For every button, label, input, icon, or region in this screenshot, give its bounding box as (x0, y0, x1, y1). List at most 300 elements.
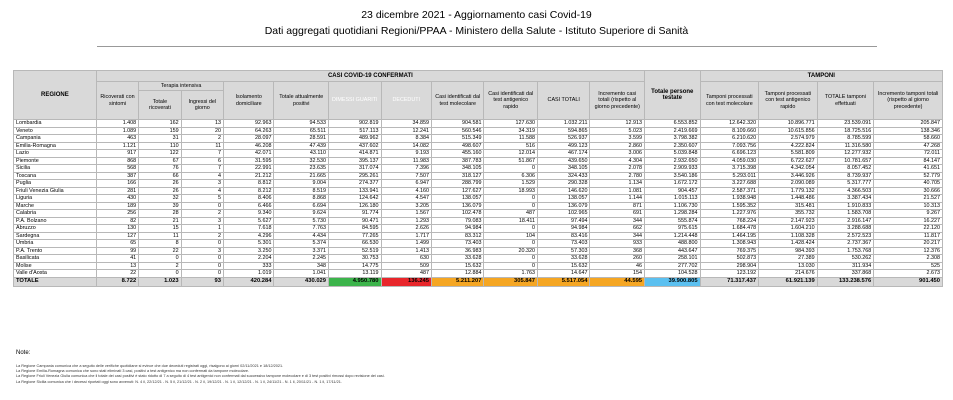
region-name-cell: Lombardia (14, 120, 97, 128)
data-cell: 9.193 (381, 150, 431, 158)
data-cell: 430 (96, 195, 138, 203)
data-cell: 1.583.708 (817, 210, 874, 218)
data-cell: 4.059.030 (700, 157, 759, 165)
data-cell: 2.147.923 (759, 217, 818, 225)
data-cell: 30.753 (329, 255, 382, 263)
data-cell: 387.783 (431, 157, 484, 165)
data-cell: 530.262 (817, 255, 874, 263)
data-cell: 274.377 (329, 180, 382, 188)
data-cell: 31.595 (224, 157, 274, 165)
data-cell: 10.313 (874, 202, 943, 210)
data-cell: 127.630 (484, 120, 538, 128)
data-cell: 4.304 (590, 157, 645, 165)
data-cell: 47.439 (274, 142, 329, 150)
data-cell: 769.375 (700, 247, 759, 255)
data-cell: 7.507 (381, 172, 431, 180)
header-casi-totali: CASI TOTALI (537, 82, 590, 120)
data-cell: 92.963 (224, 120, 274, 128)
header-persone-testate: Totale persone testate (645, 71, 701, 120)
table-row (14, 240, 943, 248)
data-cell: 8.406 (224, 195, 274, 203)
data-cell: 5.317.777 (817, 180, 874, 188)
totals-cell: 305.847 (484, 277, 538, 286)
data-cell: 1.604.210 (759, 225, 818, 233)
data-cell: 10.615.856 (759, 127, 818, 135)
data-cell: 568 (96, 165, 138, 173)
data-cell: 6.722.627 (759, 157, 818, 165)
header-dimessi: DIMESSI GUARITI (329, 82, 382, 120)
data-cell: 0 (484, 262, 538, 270)
data-cell: 1.595.352 (700, 202, 759, 210)
data-cell: 14.775 (329, 262, 382, 270)
data-cell: 30.666 (874, 187, 943, 195)
region-name-cell: Puglia (14, 180, 97, 188)
data-cell: 290.328 (537, 180, 590, 188)
data-cell: 104.528 (645, 270, 701, 278)
data-cell: 58.660 (874, 135, 943, 143)
totals-cell: 39.900.805 (645, 277, 701, 286)
data-cell: 594.865 (537, 127, 590, 135)
data-cell: 0 (181, 202, 223, 210)
data-cell: 102.478 (431, 210, 484, 218)
data-cell: 318.127 (431, 172, 484, 180)
note-line: La Regione Sicilia comunica che i decessi riportati oggi sono avvenuti: N. 4 il, 22/12/21 - N. 5 il, 21/12/21 - N. 2 il, 19/12/21 - N. 1 il, 12/12/21 - N. 1 il, 24/11/21 - N. 1 il, 20/11/21 - N. 1 il, 17/11/21. (16, 379, 342, 384)
region-name-cell: P.A. Bolzano (14, 217, 97, 225)
data-cell: 5.730 (274, 217, 329, 225)
data-cell: 344 (590, 217, 645, 225)
data-cell: 3.227.688 (700, 180, 759, 188)
data-cell: 0 (181, 255, 223, 263)
data-cell: 368 (590, 247, 645, 255)
data-cell: 2.909.933 (645, 165, 701, 173)
data-cell: 2.204 (224, 255, 274, 263)
data-cell: 8 (139, 240, 181, 248)
data-cell: 8.868 (274, 195, 329, 203)
totals-cell: 5.517.054 (537, 277, 590, 286)
data-cell: 15 (139, 225, 181, 233)
data-cell: 662 (590, 225, 645, 233)
data-cell: 15.632 (431, 262, 484, 270)
table-row (14, 210, 943, 218)
data-cell: 3.540.186 (645, 172, 701, 180)
data-cell: 91.774 (329, 210, 382, 218)
data-cell: 324.433 (537, 172, 590, 180)
data-cell: 11.316.580 (817, 142, 874, 150)
header-molecolare: Casi identificati dal test molecolare (431, 82, 484, 120)
data-cell: 1.032.211 (537, 120, 590, 128)
data-cell: 8.109.660 (700, 127, 759, 135)
data-cell: 66 (139, 172, 181, 180)
data-cell: 3.205 (381, 202, 431, 210)
data-cell: 2.737.367 (817, 240, 874, 248)
table-row (14, 135, 943, 143)
table-row (14, 262, 943, 270)
data-cell: 20.320 (484, 247, 538, 255)
data-cell: 1.144 (590, 195, 645, 203)
region-name-cell: Piemonte (14, 157, 97, 165)
data-cell: 1.499 (381, 240, 431, 248)
note-line: La Regione Emilia-Romagna comunica che sono stati eliminati 3 casi, positivi a test antigenico ma non confermati da tampone molecolare. (16, 369, 249, 374)
data-cell: 1.717 (381, 232, 431, 240)
data-cell: 20 (181, 127, 223, 135)
table-row (14, 127, 943, 135)
table-row (14, 255, 943, 263)
data-cell: 6.696.123 (700, 150, 759, 158)
data-cell: 691 (590, 210, 645, 218)
data-cell: 110 (139, 142, 181, 150)
region-name-cell: Lazio (14, 150, 97, 158)
data-cell: 277.702 (645, 262, 701, 270)
totals-label-cell: TOTALE (14, 277, 97, 286)
data-cell: 21.527 (874, 195, 943, 203)
data-cell: 0 (484, 255, 538, 263)
region-name-cell: Emilia-Romagna (14, 142, 97, 150)
data-cell: 12.642.320 (700, 120, 759, 128)
data-cell: 4 (181, 172, 223, 180)
data-cell: 6.466 (224, 202, 274, 210)
data-cell: 130 (96, 225, 138, 233)
data-cell: 127.627 (431, 187, 484, 195)
data-cell: 515.349 (431, 135, 484, 143)
data-cell: 12.913 (590, 120, 645, 128)
data-cell: 1.041 (274, 270, 329, 278)
data-cell: 12.277.932 (817, 150, 874, 158)
data-cell: 11.588 (484, 135, 538, 143)
data-cell: 72.011 (874, 150, 943, 158)
region-name-cell: Basilicata (14, 255, 97, 263)
data-cell: 26 (139, 180, 181, 188)
data-cell: 73.403 (537, 240, 590, 248)
totals-cell: 44.595 (590, 277, 645, 286)
data-cell: 6.210.620 (700, 135, 759, 143)
data-cell: 4.434 (274, 232, 329, 240)
data-cell: 348 (274, 262, 329, 270)
data-cell: 509 (381, 262, 431, 270)
data-cell: 2.932.650 (645, 157, 701, 165)
data-cell: 82 (96, 217, 138, 225)
data-cell: 64.263 (224, 127, 274, 135)
data-cell: 84.595 (329, 225, 382, 233)
data-cell: 516 (484, 142, 538, 150)
data-cell: 288.799 (431, 180, 484, 188)
data-cell: 73.403 (431, 240, 484, 248)
data-cell: 32.530 (274, 157, 329, 165)
data-cell: 348.105 (537, 165, 590, 173)
data-cell: 1.408 (96, 120, 138, 128)
data-cell: 90.471 (329, 217, 382, 225)
data-cell: 67 (139, 157, 181, 165)
data-cell: 917 (96, 150, 138, 158)
data-cell: 14.082 (381, 142, 431, 150)
data-cell: 768.224 (700, 217, 759, 225)
data-cell: 2 (181, 232, 223, 240)
data-cell: 3.599 (590, 135, 645, 143)
data-cell: 66.530 (329, 240, 382, 248)
data-cell: 1.134 (590, 180, 645, 188)
data-cell: 281 (96, 187, 138, 195)
data-cell: 0 (139, 270, 181, 278)
data-cell: 6.947 (381, 180, 431, 188)
data-cell: 2.245 (274, 255, 329, 263)
data-cell: 0 (181, 262, 223, 270)
data-cell: 166 (96, 180, 138, 188)
data-cell: 127 (96, 232, 138, 240)
data-cell: 39 (139, 202, 181, 210)
data-cell: 1.293 (381, 217, 431, 225)
data-cell: 138.346 (874, 127, 943, 135)
region-name-cell: Molise (14, 262, 97, 270)
data-cell: 136.079 (537, 202, 590, 210)
data-cell: 260 (590, 255, 645, 263)
data-cell: 133.941 (329, 187, 382, 195)
data-cell: 21.212 (224, 172, 274, 180)
note-title: Note: (16, 350, 31, 356)
data-cell: 28.097 (224, 135, 274, 143)
data-cell: 7.763 (274, 225, 329, 233)
data-cell: 1.015.113 (645, 195, 701, 203)
data-cell: 83.416 (537, 232, 590, 240)
totals-cell: 901.450 (874, 277, 943, 286)
region-name-cell: Toscana (14, 172, 97, 180)
data-cell: 20.217 (874, 240, 943, 248)
header-tamp-incremento: Incremento tamponi totali (rispetto al giorno precedente) (874, 82, 943, 120)
data-cell: 871 (590, 202, 645, 210)
table-row (14, 165, 943, 173)
data-cell: 23.635 (274, 165, 329, 173)
data-cell: 439.650 (537, 157, 590, 165)
data-cell: 34.859 (381, 120, 431, 128)
data-cell: 984.393 (759, 247, 818, 255)
data-cell: 27.389 (759, 255, 818, 263)
header-tamp-totale: TOTALE tamponi effettuati (817, 82, 874, 120)
data-cell: 0 (484, 165, 538, 173)
data-cell: 31 (139, 135, 181, 143)
region-name-cell: Abruzzo (14, 225, 97, 233)
data-cell: 2.572.523 (817, 232, 874, 240)
data-cell: 1.448.486 (759, 195, 818, 203)
data-cell: 13 (181, 120, 223, 128)
data-cell: 1.684.478 (700, 225, 759, 233)
data-cell: 1.763 (484, 270, 538, 278)
data-cell: 387 (96, 172, 138, 180)
data-cell: 9.340 (224, 210, 274, 218)
data-cell: 6.306 (484, 172, 538, 180)
region-name-cell: Liguria (14, 195, 97, 203)
data-cell: 298.904 (700, 262, 759, 270)
data-cell: 2.780 (590, 172, 645, 180)
data-cell: 33.628 (537, 255, 590, 263)
data-cell: 21.665 (274, 172, 329, 180)
header-positivi: Totale attualmente positivi (274, 82, 329, 120)
data-cell: 21 (139, 217, 181, 225)
data-cell: 7.396 (381, 165, 431, 173)
table-row (14, 150, 943, 158)
region-name-cell: Calabria (14, 210, 97, 218)
data-cell: 1.308.943 (700, 240, 759, 248)
region-name-cell: Campania (14, 135, 97, 143)
totals-row (14, 277, 943, 286)
data-cell: 28 (139, 210, 181, 218)
data-cell: 79.083 (431, 217, 484, 225)
data-cell: 8.057.452 (817, 165, 874, 173)
region-name-cell: Friuli Venezia Giulia (14, 187, 97, 195)
data-cell: 5.039.848 (645, 150, 701, 158)
data-cell: 344 (590, 232, 645, 240)
data-cell: 868 (96, 157, 138, 165)
data-cell: 4.160 (381, 187, 431, 195)
totals-cell: 420.284 (224, 277, 274, 286)
data-cell: 94.984 (537, 225, 590, 233)
data-cell: 122 (139, 150, 181, 158)
data-cell: 1.529 (484, 180, 538, 188)
data-cell: 517.113 (329, 127, 382, 135)
data-cell: 3.006 (590, 150, 645, 158)
data-cell: 258.101 (645, 255, 701, 263)
data-cell: 12.376 (874, 247, 943, 255)
data-cell: 14.647 (537, 270, 590, 278)
data-cell: 6.553.852 (645, 120, 701, 128)
data-cell: 3.715.398 (700, 165, 759, 173)
data-cell: 630 (381, 255, 431, 263)
data-cell: 205.847 (874, 120, 943, 128)
data-cell: 467.174 (537, 150, 590, 158)
data-cell: 904.581 (431, 120, 484, 128)
data-cell: 47.268 (874, 142, 943, 150)
data-cell: 1.753.768 (817, 247, 874, 255)
data-cell: 4.342.054 (759, 165, 818, 173)
data-cell: 214.676 (759, 270, 818, 278)
header-incremento: Incremento casi totali (rispetto al giorno precedente) (590, 82, 645, 120)
data-cell: 1.413 (381, 247, 431, 255)
totals-cell: 133.238.576 (817, 277, 874, 286)
data-cell: 5 (181, 195, 223, 203)
header-ricoverati: Ricoverati con sintomi (96, 82, 138, 120)
data-cell: 2.078 (590, 165, 645, 173)
data-cell: 333 (224, 262, 274, 270)
data-cell: 41.651 (874, 165, 943, 173)
data-cell: 2 (139, 262, 181, 270)
data-cell: 311.934 (817, 262, 874, 270)
data-cell: 3 (181, 180, 223, 188)
data-cell: 1.106.730 (645, 202, 701, 210)
data-cell: 12.241 (381, 127, 431, 135)
region-name-cell: Umbria (14, 240, 97, 248)
data-cell: 18.411 (484, 217, 538, 225)
data-cell: 525 (874, 262, 943, 270)
data-cell: 9.267 (874, 210, 943, 218)
data-cell: 159 (139, 127, 181, 135)
data-cell: 256 (96, 210, 138, 218)
data-cell: 13 (96, 262, 138, 270)
data-cell: 22.991 (224, 165, 274, 173)
totals-cell: 61.921.139 (759, 277, 818, 286)
data-cell: 933 (590, 240, 645, 248)
data-cell: 489.962 (329, 135, 382, 143)
data-cell: 9.004 (274, 180, 329, 188)
data-cell: 11 (139, 232, 181, 240)
region-name-cell: Marche (14, 202, 97, 210)
data-cell: 11.983 (381, 157, 431, 165)
data-cell: 97.494 (537, 217, 590, 225)
data-cell: 6 (181, 157, 223, 165)
data-cell: 2 (181, 135, 223, 143)
data-cell: 437.602 (329, 142, 382, 150)
data-cell: 975.615 (645, 225, 701, 233)
data-cell: 94.984 (431, 225, 484, 233)
header-terapia-intensiva: Terapia intensiva (139, 82, 224, 91)
data-cell: 23.539.091 (817, 120, 874, 128)
data-cell: 5.374 (274, 240, 329, 248)
data-cell: 52.519 (329, 247, 382, 255)
data-cell: 18.993 (484, 187, 538, 195)
data-cell: 7 (181, 165, 223, 173)
data-cell: 32 (139, 195, 181, 203)
data-cell: 498.607 (431, 142, 484, 150)
data-cell: 83.312 (431, 232, 484, 240)
data-cell: 138.057 (537, 195, 590, 203)
data-cell: 126.180 (329, 202, 382, 210)
data-cell: 2.574.979 (759, 135, 818, 143)
table-row (14, 202, 943, 210)
data-cell: 13.030 (759, 262, 818, 270)
data-cell: 8.785.599 (817, 135, 874, 143)
data-cell: 4.547 (381, 195, 431, 203)
data-cell: 488.800 (645, 240, 701, 248)
data-cell: 57.303 (537, 247, 590, 255)
header-region: REGIONE (14, 71, 97, 120)
data-cell: 3.387.434 (817, 195, 874, 203)
data-cell: 1.019 (224, 270, 274, 278)
data-cell: 28.591 (274, 135, 329, 143)
data-cell: 526.937 (537, 135, 590, 143)
data-cell: 16.227 (874, 217, 943, 225)
data-cell: 77.265 (329, 232, 382, 240)
header-deceduti: DECEDUTI (381, 82, 431, 120)
table-row (14, 187, 943, 195)
header-ti-ingressi: Ingressi del giorno (181, 91, 223, 120)
header-group-tamponi: TAMPONI (700, 71, 942, 82)
table-row (14, 180, 943, 188)
data-cell: 902.819 (329, 120, 382, 128)
data-cell: 0 (181, 270, 223, 278)
data-cell: 414.871 (329, 150, 382, 158)
data-cell: 1 (181, 225, 223, 233)
data-cell: 1.779.132 (759, 187, 818, 195)
data-cell: 348.105 (431, 165, 484, 173)
table-row (14, 195, 943, 203)
data-cell: 1.089 (96, 127, 138, 135)
table-row (14, 120, 943, 128)
data-cell: 3.446.926 (759, 172, 818, 180)
data-cell: 7.093.756 (700, 142, 759, 150)
data-cell: 443.647 (645, 247, 701, 255)
data-cell: 8.739.937 (817, 172, 874, 180)
header-tamp-antigenico: Tamponi processati con test antigenico rapido (759, 82, 818, 120)
data-cell: 8.384 (381, 135, 431, 143)
data-cell: 5.301 (224, 240, 274, 248)
data-cell: 162 (139, 120, 181, 128)
header-ti-totale: Totale ricoverati (139, 91, 181, 120)
table-row (14, 142, 943, 150)
data-cell: 12.884 (431, 270, 484, 278)
data-cell: 8.519 (274, 187, 329, 195)
data-cell: 22 (96, 270, 138, 278)
data-cell: 463 (96, 135, 138, 143)
totals-cell: 430.029 (274, 277, 329, 286)
data-cell: 1.108.328 (759, 232, 818, 240)
totals-cell: 136.245 (381, 277, 431, 286)
data-cell: 10.896.771 (759, 120, 818, 128)
